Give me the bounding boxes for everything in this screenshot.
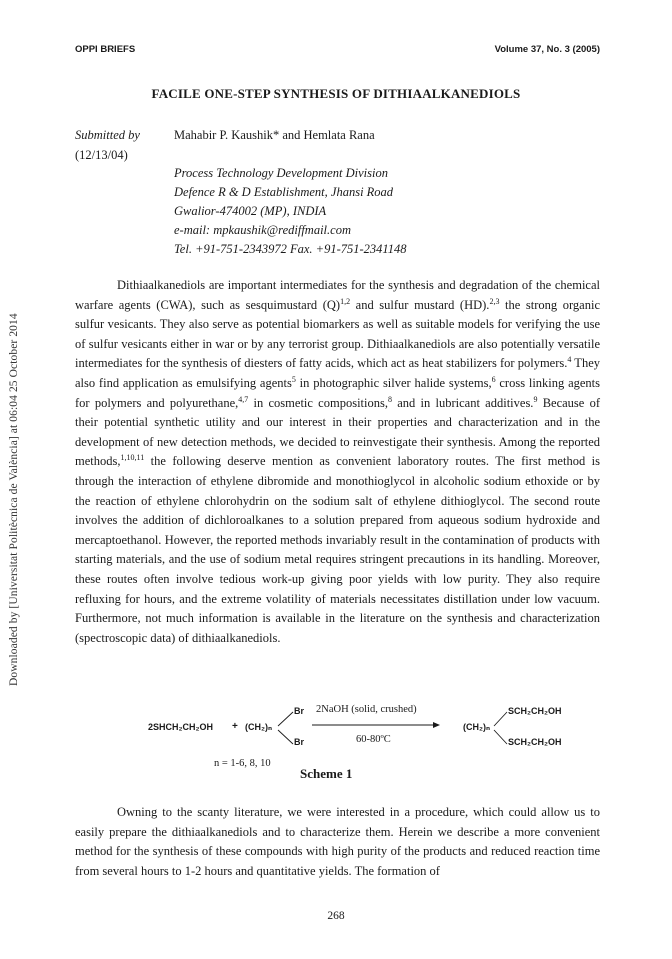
- affiliation-division: Process Technology Development Division: [174, 166, 388, 180]
- text-segment: in photographic silver halide systems,: [295, 375, 492, 390]
- reaction-arrow: [312, 720, 440, 730]
- volume-header: Volume 37, No. 3 (2005): [494, 44, 600, 55]
- plus-sign: +: [232, 721, 238, 732]
- product-substituent-top: SCH₂CH₂OH: [508, 706, 562, 716]
- method-paragraph: Owning to the scanty literature, we were interested in a procedure, which could allow us to easily prepare the dithiaalkanediols and to characterize them. Herein we describe a more convenient method for the synthesis of these compounds with high purity of the products and reduced reaction time from several hours to 1-2 hours and quantitative yields. The formation of: [75, 805, 600, 878]
- text-segment: and in lubricant additives.: [391, 395, 534, 410]
- reaction-scheme: [0, 694, 672, 788]
- text-segment: cross linking agents for polymers and polyurethane,: [75, 375, 601, 410]
- affiliation-email: e-mail: mpkaushik@rediffmail.com: [174, 223, 351, 237]
- citation: 1,10,11: [120, 453, 145, 463]
- text-segment: and sulfur mustard (HD).: [350, 297, 490, 312]
- text-segment: the strong organic sulfur vesicants. They also serve as potential biomarkers as well as suitable models for verifying the use of sulfur vesicants either in war or by any terrorist group. Dithiaalkanediols are also potentially versatile intermediates for the synthesis of diesters of fatty acids, which act as heat stabilizers for polymers.: [75, 297, 600, 371]
- citation: 4,7: [238, 394, 249, 404]
- submission-date: (12/13/04): [75, 148, 128, 162]
- citation: 5: [291, 374, 296, 384]
- product-substituent-bottom: SCH₂CH₂OH: [508, 737, 562, 747]
- n-values: n = 1-6, 8, 10: [214, 758, 271, 769]
- dibromo-bonds: [275, 706, 295, 750]
- text-segment: Because of their potential synthetic utility and our interest in their properties and characterization and in the development of new detection methods, we decided to reinvestigate their synthesis. Among the reported methods,: [75, 395, 600, 469]
- bromine-top: Br: [294, 706, 305, 716]
- citation: 1,2: [340, 296, 351, 306]
- scheme-label: Scheme 1: [300, 766, 353, 781]
- text-segment: Dithiaalkanediols are important intermediates for the synthesis and degradation of the chemical warfare agents (CWA), such as sesquimustard (Q): [75, 278, 600, 312]
- authors: Mahabir P. Kaushik* and Hemlata Rana: [174, 128, 375, 142]
- affiliation-establishment: Defence R & D Establishment, Jhansi Road: [174, 185, 394, 199]
- article-title: FACILE ONE-STEP SYNTHESIS OF DITHIAALKANEDIOLS: [151, 86, 521, 101]
- citation: 2,3: [489, 296, 500, 306]
- affiliation-city: Gwalior-474002 (MP), INDIA: [174, 204, 327, 218]
- citation: 4: [567, 355, 572, 365]
- citation: 8: [387, 394, 392, 404]
- product-chain: (CH₂)ₙ: [463, 722, 491, 732]
- citation: 6: [491, 374, 496, 384]
- journal-header: OPPI BRIEFS: [75, 44, 136, 55]
- intro-paragraph: [75, 276, 600, 648]
- submitted-label: Submitted by: [75, 128, 140, 142]
- bromine-bottom: Br: [294, 737, 305, 747]
- reactant-mercaptoethanol: 2SHCH₂CH₂OH: [148, 722, 214, 732]
- citation: 9: [533, 394, 538, 404]
- reagent-label: 2NaOH (solid, crushed): [316, 704, 417, 715]
- temperature-label: 60-80ºC: [356, 734, 391, 745]
- text-segment: in cosmetic compositions,: [248, 395, 388, 410]
- page-number: 268: [327, 910, 345, 922]
- reactant-dibromoalkane: (CH₂)ₙ: [245, 722, 273, 732]
- text-segment: They also find application as emulsifying agents: [75, 356, 600, 390]
- product-bonds: [493, 706, 509, 750]
- affiliation-phone: Tel. +91-751-2343972 Fax. +91-751-2341148: [174, 242, 407, 256]
- text-segment: the following deserve mention as convenient laboratory routes. The first method is through the interaction of ethylene dibromide and monothioglycol in alcoholic sodium ethoxide or by the reaction of ethylene chlorohydrin on the sodium salt of ethylene dithioglycol. The second route involves the addition of dichloroalkanes to a solution prepared from aqueous sodium hydroxide and mercaptoethanol. However, the reported methods invariably result in the contamination of products with starting materials, and the use of sodium metal requires stringent precautions in its handling. Moreover, these routes often involve tedious work-up giving poor yields with low purity. They also require refluxing for hours, and the extreme volatility of materials necessitates distillation under low vacuum. Furthermore, not much information is available in the literature on the synthesis and characterization (spectroscopic data) of dithiaalkanediols.: [75, 454, 600, 645]
- download-notice: Downloaded by [Universitat Politècnica de València] at 06:04 25 October 2014: [8, 313, 20, 686]
